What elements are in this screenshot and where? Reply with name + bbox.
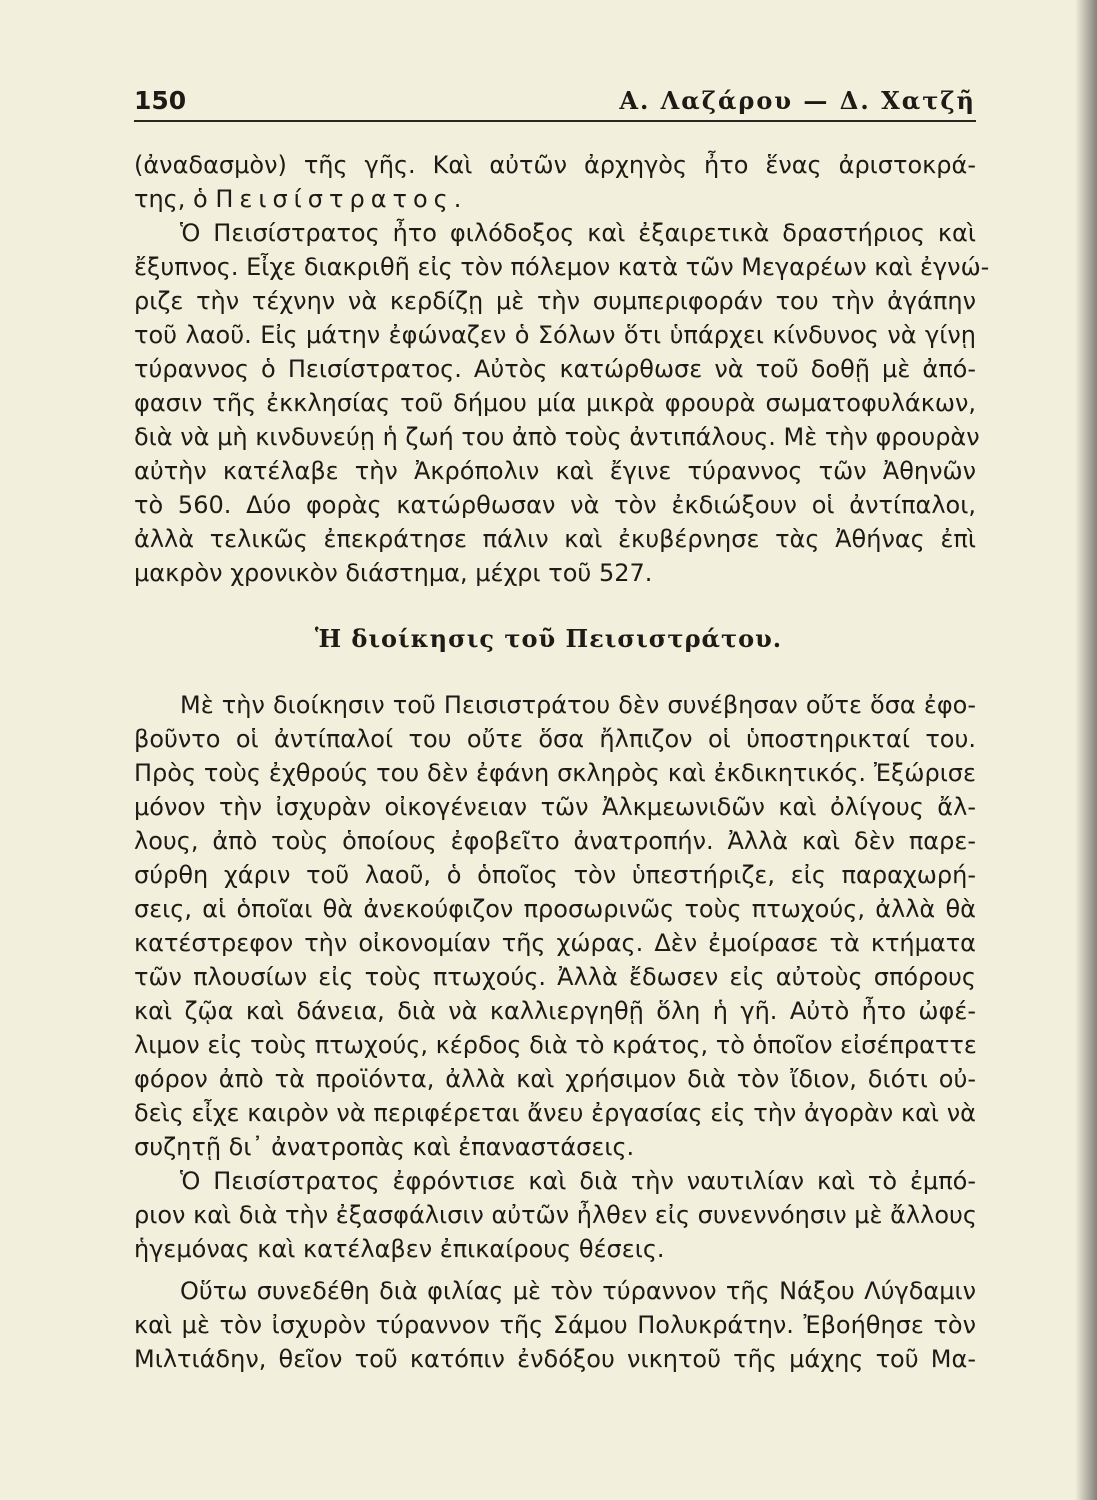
text-line: σύρθη χάριν τοῦ λαοῦ, ὁ ὁποῖος τὸν ὑπεστήριζε, εἰς παραχωρή- [134,861,976,889]
text-line: Οὕτω συνεδέθη διὰ φιλίας μὲ τὸν τύραννον τῆς Νάξου Λύγδαμιν [180,1277,976,1305]
text-line: σεις, αἱ ὁποῖαι θὰ ἀνεκούφιζον προσωρινῶς τοὺς πτωχούς, ἀλλὰ θὰ [134,895,976,923]
text-line [134,184,467,214]
text-line: κατέστρεφον τὴν οἰκονομίαν τῆς χώρας. Δὲν ἐμοίρασε τὰ κτήματα [134,929,976,957]
text-line: λιμον εἰς τοὺς πτωχούς, κέρδος διὰ τὸ κράτος, τὸ ὁποῖον εἰσέπραττε [134,1031,977,1059]
section-title: Ἡ διοίκησις τοῦ Πεισιστράτου. [314,624,783,653]
text-line: Πρὸς τοὺς ἐχθρούς του δὲν ἐφάνη σκληρὸς καὶ ἐκδικητικός. Ἐξώρισε [134,759,976,787]
text-line: καὶ μὲ τὸν ἰσχυρὸν τύραννον τῆς Σάμου Πολυκράτην. Ἐβοήθησε τὸν [134,1311,976,1339]
spaced-name: Πεισίστρατος. [215,185,468,213]
text-line: φόρον ἀπὸ τὰ προϊόντα, ἀλλὰ καὶ χρήσιμον διὰ τὸν ἴδιον, διότι οὐ- [134,1065,976,1093]
text-fragment: της, ὁ [134,185,216,213]
text-line: ριζε τὴν τέχνην νὰ κερδίζῃ μὲ τὴν συμπεριφοράν του τὴν ἀγάπην [134,287,976,315]
text-line: μακρὸν χρονικὸν διάστημα, μέχρι τοῦ 527. [134,559,653,587]
text-line: φασιν τῆς ἐκκλησίας τοῦ δήμου μία μικρὰ φρουρὰ σωματοφυλάκων, [134,389,976,417]
page-edge-shadow [1075,0,1097,1500]
text-line: τὸ 560. Δύο φορὰς κατώρθωσαν νὰ τὸν ἐκδιώξουν οἱ ἀντίπαλοι, [134,491,976,519]
text-line: ἡγεμόνας καὶ κατέλαβεν ἐπικαίρους θέσεις. [134,1235,665,1263]
text-line: Μὲ τὴν διοίκησιν τοῦ Πεισιστράτου δὲν συνέβησαν οὔτε ὅσα ἐφο- [180,691,976,719]
text-line: τῶν πλουσίων εἰς τοὺς πτωχούς. Ἀλλὰ ἔδωσεν εἰς αὐτοὺς σπόρους [134,963,976,991]
text-line: μόνον τὴν ἰσχυρὰν οἰκογένειαν τῶν Ἀλκμεωνιδῶν καὶ ὀλίγους ἄλ- [134,793,976,821]
text-line: Μιλτιάδην, θεῖον τοῦ κατόπιν ἐνδόξου νικητοῦ τῆς μάχης τοῦ Μα- [134,1345,976,1373]
text-line: (ἀναδασμὸν) τῆς γῆς. Καὶ αὐτῶν ἀρχηγὸς ἦτο ἕνας ἀριστοκρά- [134,151,976,179]
text-line: τύραννος ὁ Πεισίστρατος. Αὐτὸς κατώρθωσε νὰ τοῦ δοθῇ μὲ ἀπό- [134,355,976,383]
text-line: τοῦ λαοῦ. Εἰς μάτην ἐφώναζεν ὁ Σόλων ὅτι ὑπάρχει κίνδυνος νὰ γίνῃ [134,321,976,349]
text-line: συζητῇ δι᾿ ἀνατροπὰς καὶ ἐπαναστάσεις. [134,1133,635,1161]
text-line: διὰ νὰ μὴ κινδυνεύῃ ἡ ζωή του ἀπὸ τοὺς ἀντιπάλους. Μὲ τὴν φρουρὰν [134,423,980,451]
text-line: λους, ἀπὸ τοὺς ὁποίους ἐφοβεῖτο ἀνατροπήν. Ἀλλὰ καὶ δὲν παρε- [134,827,976,855]
text-line: ἀλλὰ τελικῶς ἐπεκράτησε πάλιν καὶ ἐκυβέρνησε τὰς Ἀθήνας ἐπὶ [134,525,976,553]
page-header [134,86,976,122]
text-line: αὐτὴν κατέλαβε τὴν Ἀκρόπολιν καὶ ἔγινε τύραννος τῶν Ἀθηνῶν [134,457,976,485]
text-line: δεὶς εἶχε καιρὸν νὰ περιφέρεται ἄνευ ἐργασίας εἰς τὴν ἀγορὰν καὶ νὰ [134,1099,976,1127]
text-line: Ὁ Πεισίστρατος ἐφρόντισε καὶ διὰ τὴν ναυτιλίαν καὶ τὸ ἐμπό- [180,1167,976,1195]
text-line: ριον καὶ διὰ τὴν ἐξασφάλισιν αὐτῶν ἦλθεν εἰς συνεννόησιν μὲ ἄλλους [134,1201,977,1229]
text-line: βοῦντο οἱ ἀντίπαλοί του οὔτε ὅσα ἤλπιζον οἱ ὑποστηρικταί του. [134,725,976,753]
running-head: Α. Λαζάρου — Δ. Χατζῆ [619,86,976,115]
text-line: ἔξυπνος. Εἶχε διακριθῆ εἰς τὸν πόλεμον κατὰ τῶν Μεγαρέων καὶ ἐγνώ- [134,253,990,281]
page-number: 150 [134,86,187,115]
text-line: Ὁ Πεισίστρατος ἦτο φιλόδοξος καὶ ἐξαιρετικὰ δραστήριος καὶ [180,219,976,247]
text-line: καὶ ζῷα καὶ δάνεια, διὰ νὰ καλλιεργηθῇ ὅλη ἡ γῆ. Αὐτὸ ἦτο ὠφέ- [134,997,976,1025]
